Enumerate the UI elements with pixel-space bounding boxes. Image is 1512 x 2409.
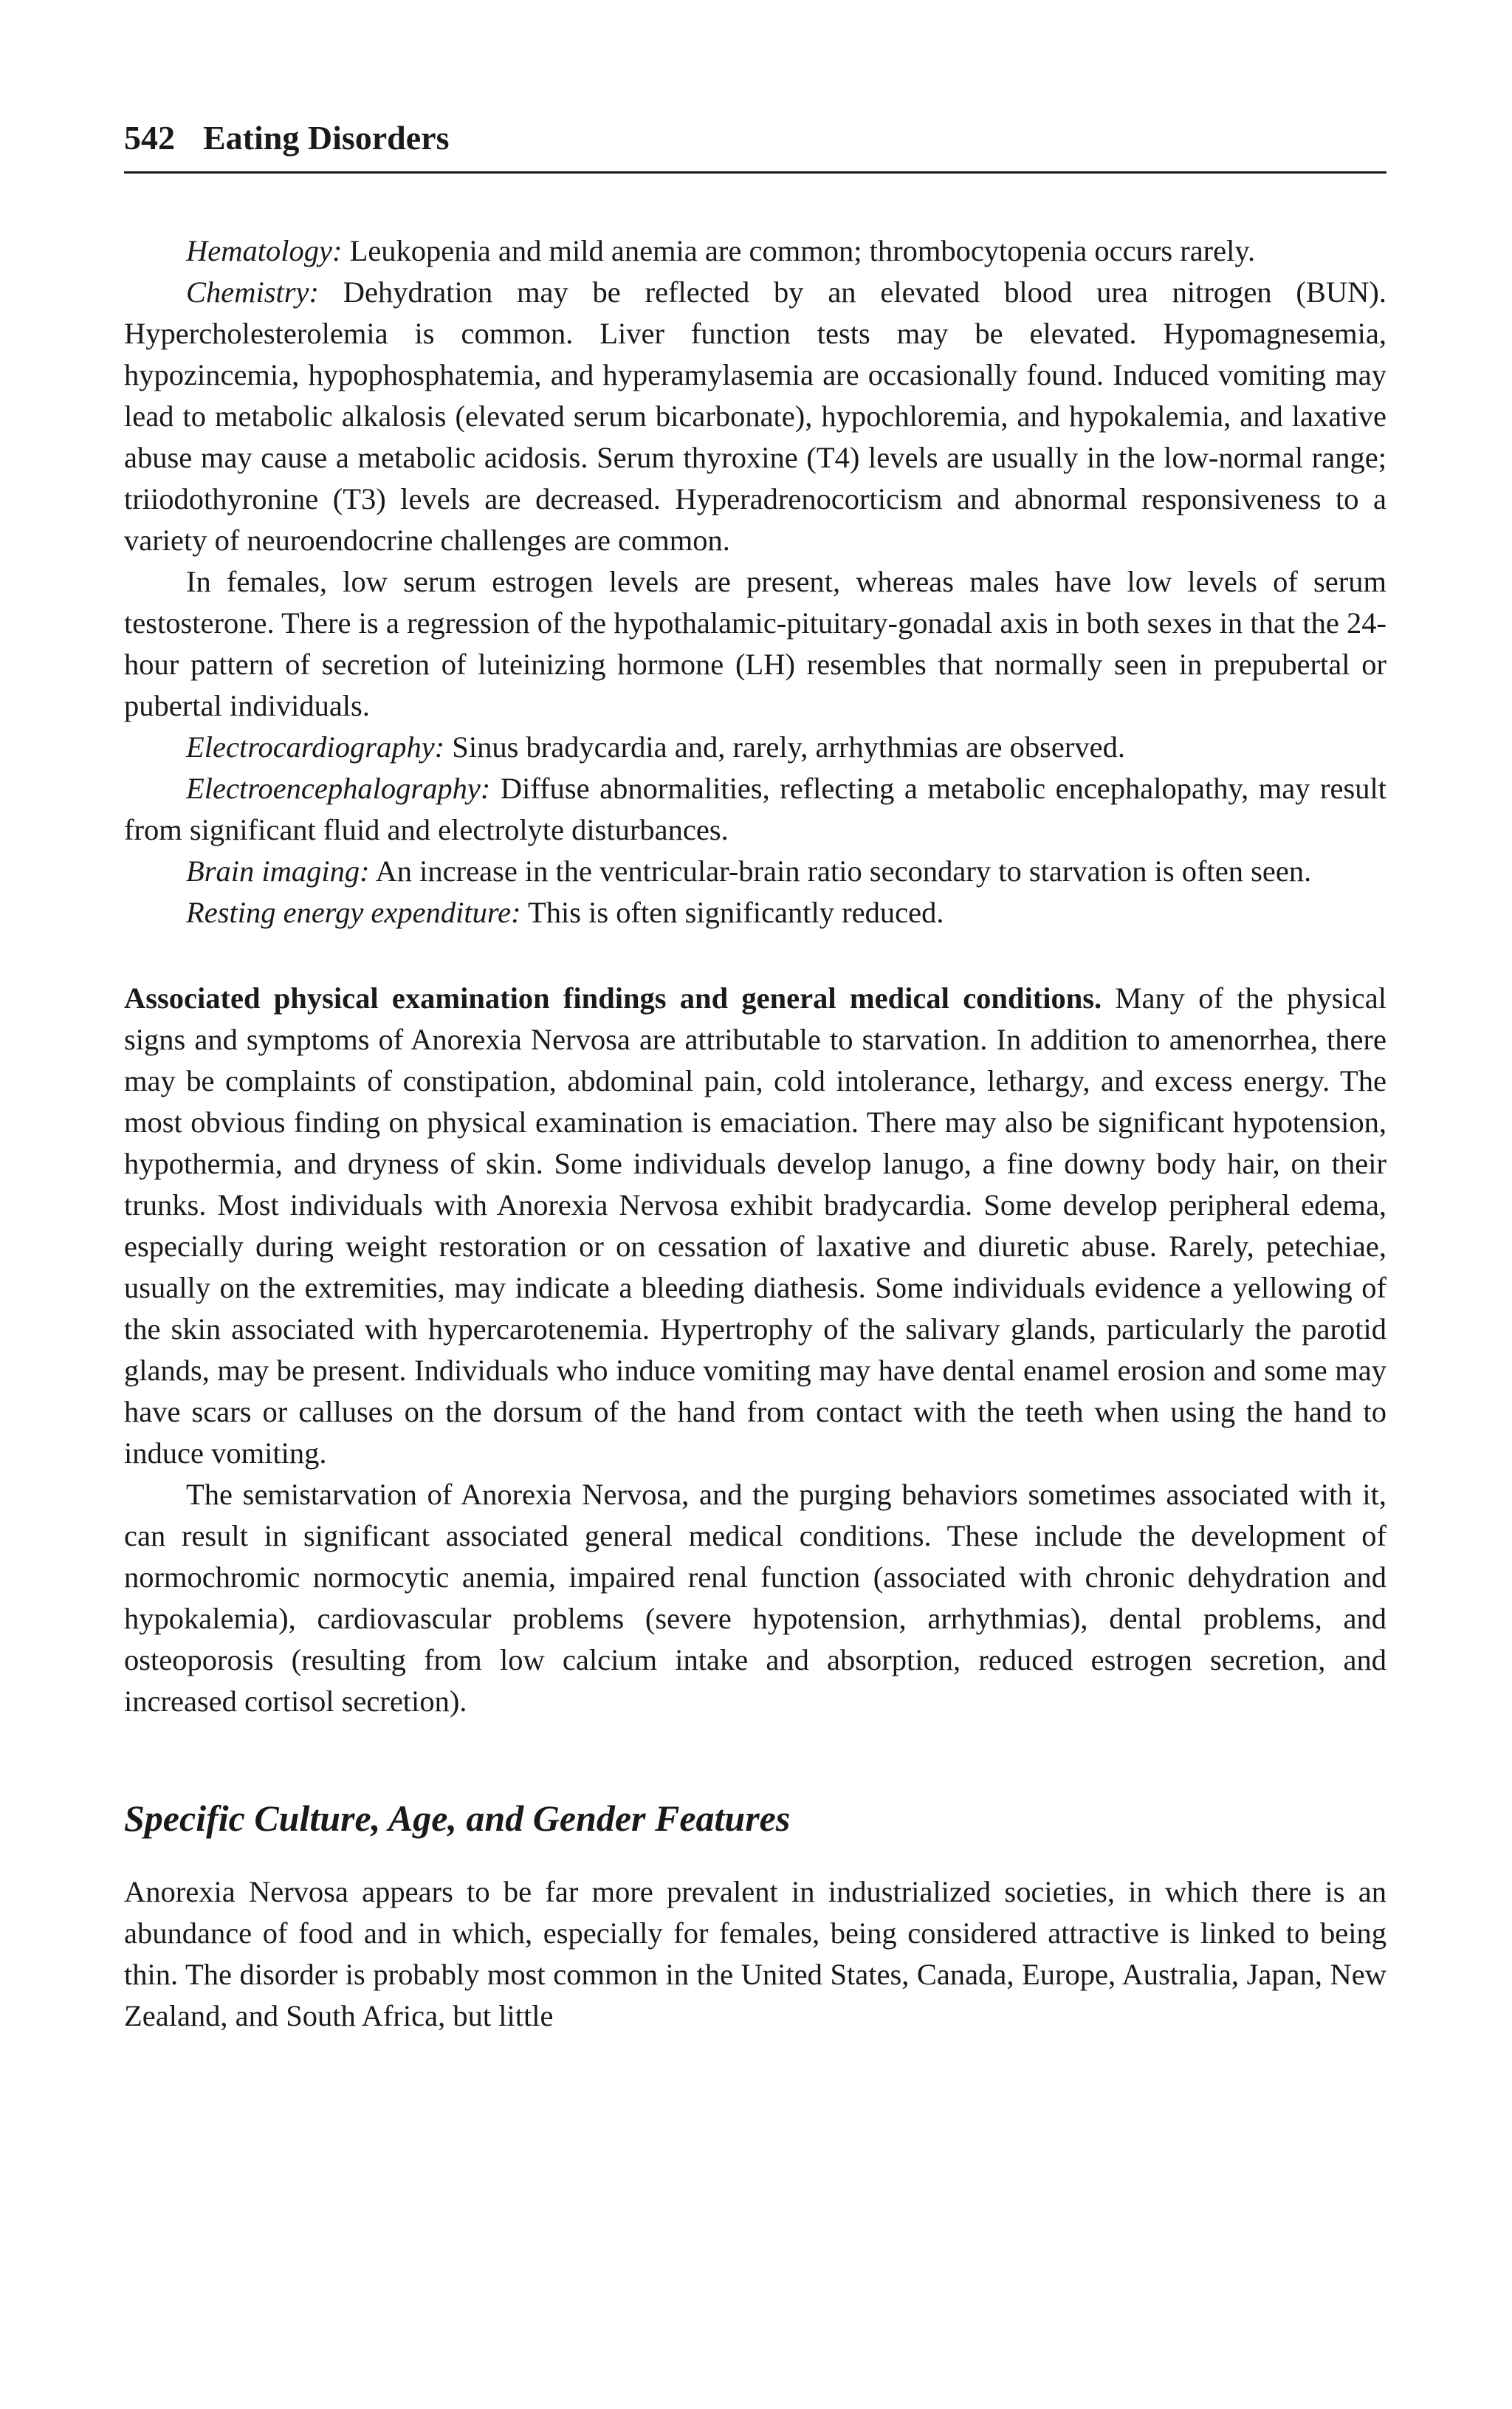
lab-paragraph-brain-imaging (124, 851, 1386, 892)
lab-paragraph-hematology (124, 230, 1386, 272)
lab-paragraph-hormones (124, 561, 1386, 727)
lab-paragraph-eeg (124, 768, 1386, 851)
lab-lead-brain-imaging: Brain imaging: (186, 854, 370, 888)
lab-paragraph-ecg (124, 727, 1386, 768)
lab-paragraph-chemistry (124, 272, 1386, 561)
section-title-culture: Specific Culture, Age, and Gender Features (124, 1798, 791, 1839)
lab-text-energy: This is often significantly reduced. (520, 896, 944, 929)
lab-findings-section (124, 230, 1386, 933)
lab-lead-hematology: Hematology: (186, 234, 343, 267)
lab-lead-energy: Resting energy expenditure: (186, 896, 521, 929)
lab-text-brain-imaging: An increase in the ventricular-brain ratio secondary to starvation is often seen. (369, 854, 1312, 888)
lab-text-chemistry: Dehydration may be reflected by an elevated blood urea nitrogen (BUN). Hypercholesterolemia is common. Liver function tests may be elevated. Hypomagnesemia, hypozincemia, hypophosphatemia, and hyperamylasemia are occasionally found. Induced vomiting may lead to metabolic alkalosis (elevated serum bicarbonate), hypochloremia, and hypokalemia, and laxative abuse may cause a metabolic acidosis. Serum thyroxine (T4) levels are usually in the low-normal range; triiodothyronine (T3) levels are decreased. Hyperadrenocorticism and abnormal responsiveness to a variety of neuroendocrine challenges are common. (124, 275, 1386, 557)
culture-paragraph: Anorexia Nervosa appears to be far more prevalent in industrialized societies, in which there is an abundance of food and in which, especially for females, being considered attractive is linked to being thin. The disorder is probably most common in the United States, Canada, Europe, Australia, Japan, New Zealand, and South Africa, but little (124, 1875, 1386, 2032)
lab-text-hormones: In females, low serum estrogen levels are present, whereas males have low levels of serum testosterone. There is a regression of the hypothalamic-pituitary-gonadal axis in both sexes in that the 24-hour pattern of secretion of luteinizing hormone (LH) resembles that normally seen in prepubertal or pubertal individuals. (124, 565, 1386, 722)
lab-text-ecg: Sinus bradycardia and, rarely, arrhythmias are observed. (444, 730, 1125, 764)
physical-exam-paragraph-1 (124, 978, 1386, 1474)
page-number: 542 (124, 119, 175, 157)
header-rule (124, 171, 1386, 174)
running-title: Eating Disorders (203, 119, 450, 157)
lab-lead-chemistry: Chemistry: (186, 275, 319, 309)
lab-paragraph-energy (124, 892, 1386, 933)
lab-text-hematology: Leukopenia and mild anemia are common; thrombocytopenia occurs rarely. (342, 234, 1256, 267)
physical-exam-text-1: Many of the physical signs and symptoms of Anorexia Nervosa are attributable to starvation. In addition to amenorrhea, there may be complaints of constipation, abdominal pain, cold intolerance, lethargy, and excess energy. The most obvious finding on physical examination is emaciation. There may also be significant hypotension, hypothermia, and dryness of skin. Some individuals develop lanugo, a fine downy body hair, on their trunks. Most individuals with Anorexia Nervosa exhibit bradycardia. Some develop peripheral edema, especially during weight restoration or on cessation of laxative and diuretic abuse. Rarely, petechiae, usually on the extremities, may indicate a bleeding diathesis. Some individuals evidence a yellowing of the skin associated with hypercarotenemia. Hypertrophy of the salivary glands, particularly the parotid glands, may be present. Individuals who induce vomiting may have dental enamel erosion and some may have scars or calluses on the dorsum of the hand from contact with the teeth when using the hand to induce vomiting. (124, 981, 1387, 1470)
culture-section (124, 1871, 1386, 2037)
lab-lead-ecg: Electrocardiography: (186, 730, 445, 764)
lab-lead-eeg: Electroencephalography: (186, 772, 491, 805)
lab-text-eeg: Diffuse abnormalities, reflecting a metabolic encephalopathy, may result from significant fluid and electrolyte disturbances. (124, 772, 1386, 846)
physical-exam-paragraph-2: The semistarvation of Anorexia Nervosa, and the purging behaviors sometimes associated with it, can result in significant associated general medical conditions. These include the development of normochromic normocytic anemia, impaired renal function (associated with chronic dehydration and hypokalemia), cardiovascular problems (severe hypotension, arrhythmias), dental problems, and osteoporosis (resulting from low calcium intake and absorption, reduced estrogen secretion, and increased cortisol secretion). (124, 1478, 1386, 1718)
physical-exam-heading: Associated physical examination findings and general medical conditions. (124, 981, 1102, 1015)
physical-exam-section (124, 978, 1386, 1722)
document-page (124, 118, 1386, 2037)
running-head (124, 118, 1386, 161)
